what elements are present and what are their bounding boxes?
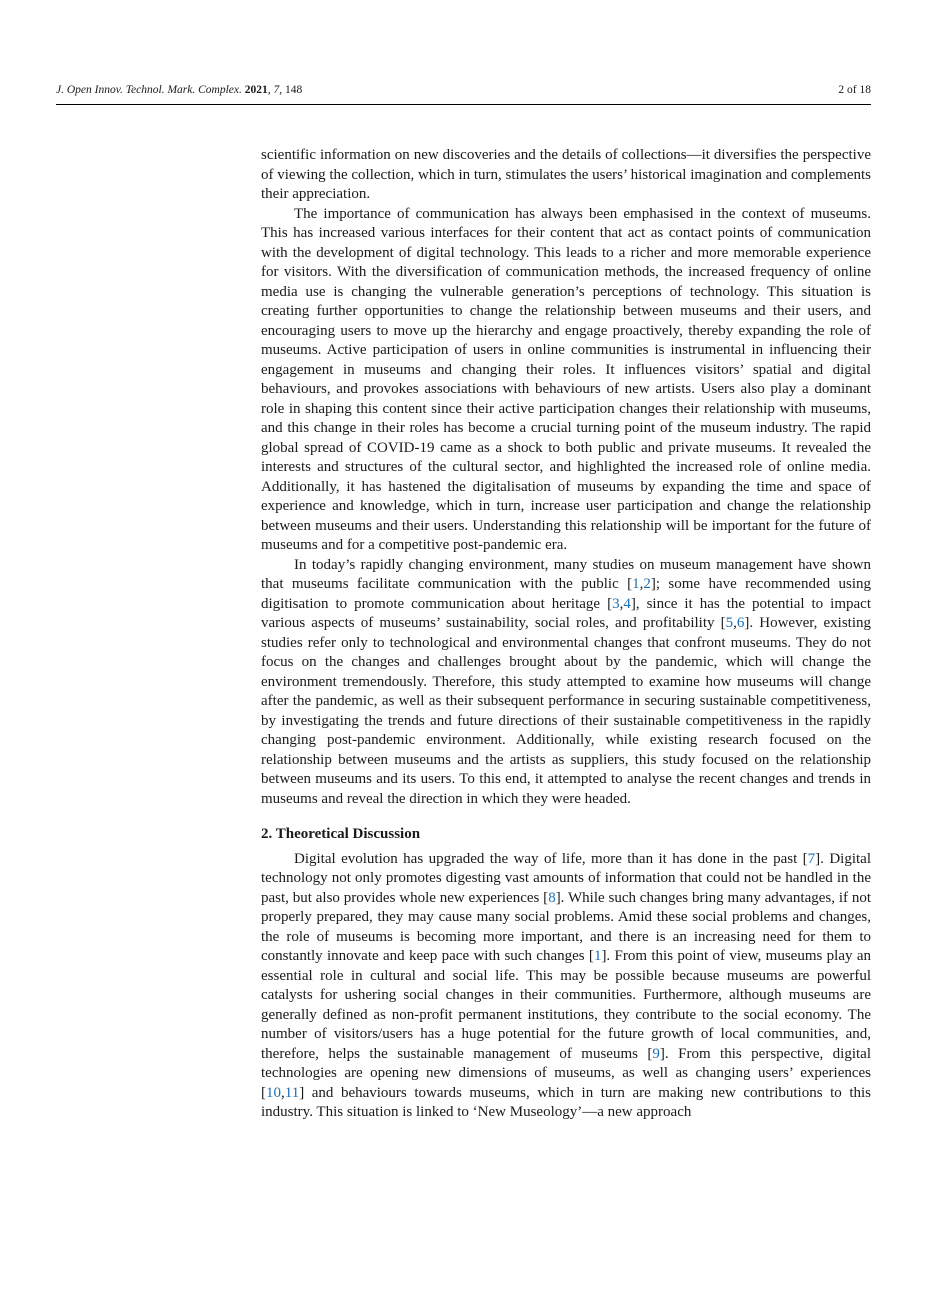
citation-link[interactable]: 4 bbox=[623, 595, 631, 612]
citation-link[interactable]: 10 bbox=[266, 1084, 281, 1101]
paragraph-studies: In today’s rapidly changing environment, many studies on museum management have shown that museums facilitate communication with the public [1,2]; some have recommended using digitisation to promote communication about heritage [3,4], since it has the potential to impact various aspects of museums’ sustainability, social roles, and profitability [5,6]. However, existing studies refer only to technological and environmental changes that confront museums. They do not focus on the changes and challenges brought about by the pandemic, which will change the environment tremendously. Therefore, this study attempted to examine how museums will change after the pandemic, as well as their subsequent performance in securing sustainable competitiveness, by investigating the trends and future directions of their sustainable competitiveness in the rapidly changing post-pandemic environment. Additionally, while existing research focused on the relationship between museums and the artists as suppliers, this study focused on the relationship between museums and its users. To this end, it attempted to analyse the recent changes and trends in museums and reveal the direction in which they were headed. bbox=[261, 556, 871, 807]
journal-year: 2021 bbox=[244, 84, 268, 96]
citation-link[interactable]: 6 bbox=[736, 615, 745, 631]
citation-link[interactable]: 1 bbox=[632, 576, 640, 592]
text-run: ]. While such changes bring many advantages, if not properly prepared, they may cause many social problems. Amid these social problems and changes, the role of museums is becoming more important, and there is an increasing need for them to constantly innovate and keep pace with such changes [ bbox=[261, 889, 871, 964]
text-run: In today’s rapidly changing environment, many studies on museum management have shown that museums facilitate communication with the public [ bbox=[261, 556, 871, 592]
text-run: ]. However, existing studies refer only to technological and environmental changes that confront museums. They do not focus on the changes and challenges brought about by the pandemic, which will change the environment tremendously. Therefore, this study attempted to examine how museums will change after the pandemic, as well as their subsequent performance in securing sustainable competitiveness, by investigating the trends and future directions of their sustainable competitiveness in the rapidly changing post-pandemic environment. Additionally, while existing research focused on the relationship between museums and the artists as suppliers, this study focused on the relationship between museums and its users. To this end, it attempted to analyse the recent changes and trends in museums and reveal the direction in which they were headed. bbox=[261, 615, 871, 807]
page-number: 2 of 18 bbox=[838, 84, 871, 96]
citation-link[interactable]: 2 bbox=[643, 576, 651, 592]
section-heading: 2. Theoretical Discussion bbox=[261, 826, 421, 842]
paragraph-communication: The importance of communication has always been emphasised in the context of museums. This has increased various interfaces for their content that act as contact points of communication with the development of digital technology. This leads to a richer and more memorable experience for visitors. With the diversification of communication methods, the increased frequency of online media use is changing the vulnerable generation’s perceptions of technology. This situation is creating further opportunities to change the relationship between museums and their users, and encouraging users to move up the hierarchy and engage proactively, thereby expanding the role of museums. Active participation of users in online communities is instrumental in influencing their engagement in museums and changing their roles. It influences visitors’ spatial and digital behaviours, and provokes associations with behaviours of new artists. Users also play a dominant role in shaping this content since their active participation changes their relationship with museums, and this change in their roles has become a crucial turning point of the museum industry. The rapid global spread of COVID-19 came as a shock to both public and private museums. It revealed the interests and structures of the cultural sector, and highlighted the increased role of online media. Additionally, it has hastened the digitalisation of museums by expanding the time and space of experience and knowledge, which in turn, increase user participation and change the relationship between museums and their users. Understanding this relationship will be important for the future of museums and for a competitive post-pandemic era. bbox=[261, 205, 871, 553]
citation-link[interactable]: 9 bbox=[652, 1045, 660, 1062]
journal-volume: 7 bbox=[273, 84, 280, 96]
citation-link[interactable]: 11 bbox=[284, 1084, 300, 1101]
citation-link[interactable]: 3 bbox=[612, 595, 620, 612]
citation-link[interactable]: 1 bbox=[593, 948, 602, 964]
paragraph-digital-evolution: Digital evolution has upgraded the way of life, more than it has done in the past [7]. Digital technology not only promotes digesting vast amounts of information that could not be handled in the past, but also provides whole new experiences [8]. While such changes bring many advantages, if not properly prepared, they may cause many social problems. Amid these social problems and changes, the role of museums is becoming more important, and there is an increasing need for them to constantly innovate and keep pace with such changes [1]. From this point of view, museums play an essential role in cultural and social life. This may be possible because museums are powerful catalysts for ushering social changes in their communities. Furthermore, although museums are generally defined as non-profit permanent institutions, they contribute to the social economy. The number of visitors/users has a huge potential for the future growth of local communities, and, therefore, helps the sustainable management of museums [9]. From this perspective, digital technologies are opening new dimensions of museums, as well as changing users’ experiences [10,11] and behaviours towards museums, which in turn are making new contributions to this industry. This situation is linked to ‘New Museology’—a new approach bbox=[261, 850, 871, 1120]
text-run: ]. Digital technology not only promotes digesting vast amounts of information that could not be handled in the past, but also provides whole new experiences [ bbox=[261, 850, 871, 906]
text-run: ]; some have recommended using digitisation to promote communication about heritage [ bbox=[261, 576, 871, 612]
citation-link[interactable]: 8 bbox=[548, 889, 556, 906]
journal-article: 148 bbox=[285, 84, 303, 96]
running-header bbox=[56, 80, 871, 100]
article-body bbox=[261, 146, 871, 1123]
paragraph-continued: scientific information on new discoveries and the details of collections—it diversifies the perspective of viewing the collection, which in turn, stimulates the users’ historical imagination and complements their appreciation. bbox=[261, 147, 871, 202]
header-rule bbox=[56, 104, 871, 105]
citation-link[interactable]: 7 bbox=[807, 850, 816, 867]
text-run: Digital evolution has upgraded the way of life, more than it has done in the past [ bbox=[294, 850, 808, 867]
journal-citation: J. Open Innov. Technol. Mark. Complex. 2021, 7, 148 bbox=[56, 84, 303, 96]
citation-link[interactable]: 5 bbox=[725, 615, 734, 631]
text-run: ] and behaviours towards museums, which in turn are making new contributions to this industry. This situation is linked to ‘New Museology’—a new approach bbox=[261, 1084, 871, 1120]
journal-name: J. Open Innov. Technol. Mark. Complex. bbox=[56, 84, 242, 96]
text-run: ]. From this point of view, museums play an essential role in cultural and social life. This may be possible because museums are powerful catalysts for ushering social changes in their communities. Furthermore, although museums are generally defined as non-profit permanent institutions, they contribute to the social economy. The number of visitors/users has a huge potential for the future growth of local communities, and, therefore, helps the sustainable management of museums [ bbox=[261, 948, 871, 1062]
text-run: ]. From this perspective, digital technologies are opening new dimensions of museums, as well as changing users’ experiences [ bbox=[261, 1045, 871, 1101]
text-run: ], since it has the potential to impact various aspects of museums’ sustainability, social roles, and profitability [ bbox=[261, 595, 871, 631]
